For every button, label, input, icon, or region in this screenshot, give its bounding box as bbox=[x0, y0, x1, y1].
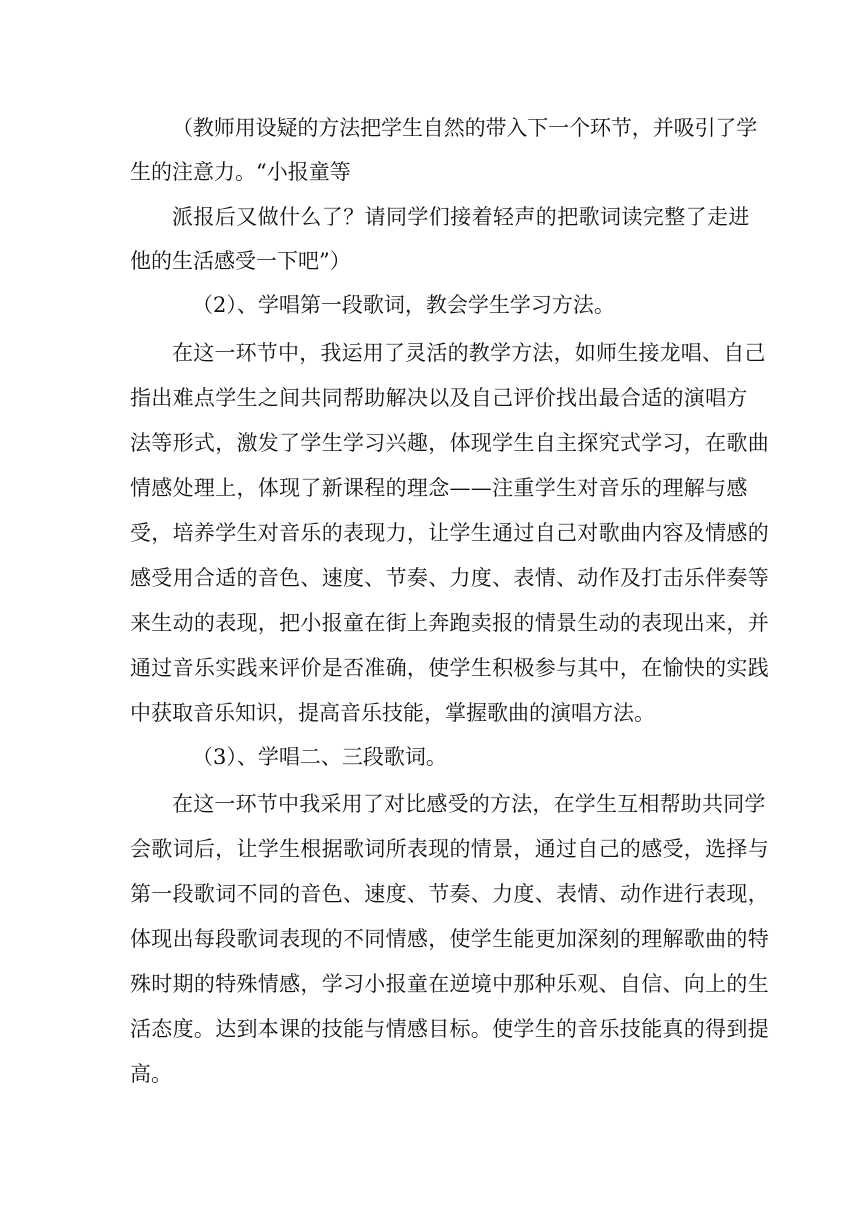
paragraph-line: （教师用设疑的方法把学生自然的带入下一个环节，并吸引了学 bbox=[172, 116, 758, 140]
paragraph-line: 殊时期的特殊情感，学习小报童在逆境中那种乐观、自信、向上的生 bbox=[130, 972, 769, 996]
paragraph-line: 在这一环节中我采用了对比感受的方法，在学生互相帮助共同学 bbox=[172, 792, 766, 816]
paragraph-line: 高。 bbox=[130, 1062, 172, 1086]
paragraph-line: 中获取音乐知识，提高音乐技能，掌握歌曲的演唱方法。 bbox=[130, 701, 655, 725]
paragraph-line: 生的注意力。“小报童等 bbox=[130, 160, 351, 184]
paragraph-line: 他的生活感受一下吧”） bbox=[130, 249, 351, 273]
paragraph-line: 受，培养学生对音乐的表现力，让学生通过自己对歌曲内容及情感的 bbox=[130, 521, 769, 545]
paragraph-line: 通过音乐实践来评价是否准确，使学生积极参与其中，在愉快的实践 bbox=[130, 656, 769, 680]
paragraph-line: 在这一环节中，我运用了灵活的教学方法，如师生接龙唱、自己 bbox=[172, 341, 766, 365]
section-heading: （3）、学唱二、三段歌词。 bbox=[192, 745, 447, 769]
paragraph-line: 派报后又做什么了？请同学们接着轻声的把歌词读完整了走进 bbox=[172, 205, 750, 229]
paragraph-line: 来生动的表现，把小报童在街上奔跑卖报的情景生动的表现出来，并 bbox=[130, 611, 769, 635]
paragraph-line: 体现出每段歌词表现的不同情感，使学生能更加深刻的理解歌曲的特 bbox=[130, 927, 769, 951]
paragraph-line: 第一段歌词不同的音色、速度、节奏、力度、表情、动作进行表现， bbox=[130, 882, 769, 906]
paragraph-line: 指出难点学生之间共同帮助解决以及自己评价找出最合适的演唱方 bbox=[130, 386, 748, 410]
paragraph-line: 法等形式，激发了学生学习兴趣，体现学生自主探究式学习，在歌曲 bbox=[130, 431, 769, 455]
paragraph-line: 情感处理上，体现了新课程的理念——注重学生对音乐的理解与感 bbox=[130, 476, 748, 500]
section-heading: （2）、学唱第一段歌词，教会学生学习方法。 bbox=[192, 293, 615, 317]
paragraph-line: 会歌词后，让学生根据歌词所表现的情景，通过自己的感受，选择与 bbox=[130, 837, 769, 861]
paragraph-line: 感受用合适的音色、速度、节奏、力度、表情、动作及打击乐伴奏等 bbox=[130, 566, 769, 590]
paragraph-line: 活态度。达到本课的技能与情感目标。使学生的音乐技能真的得到提 bbox=[130, 1017, 769, 1041]
